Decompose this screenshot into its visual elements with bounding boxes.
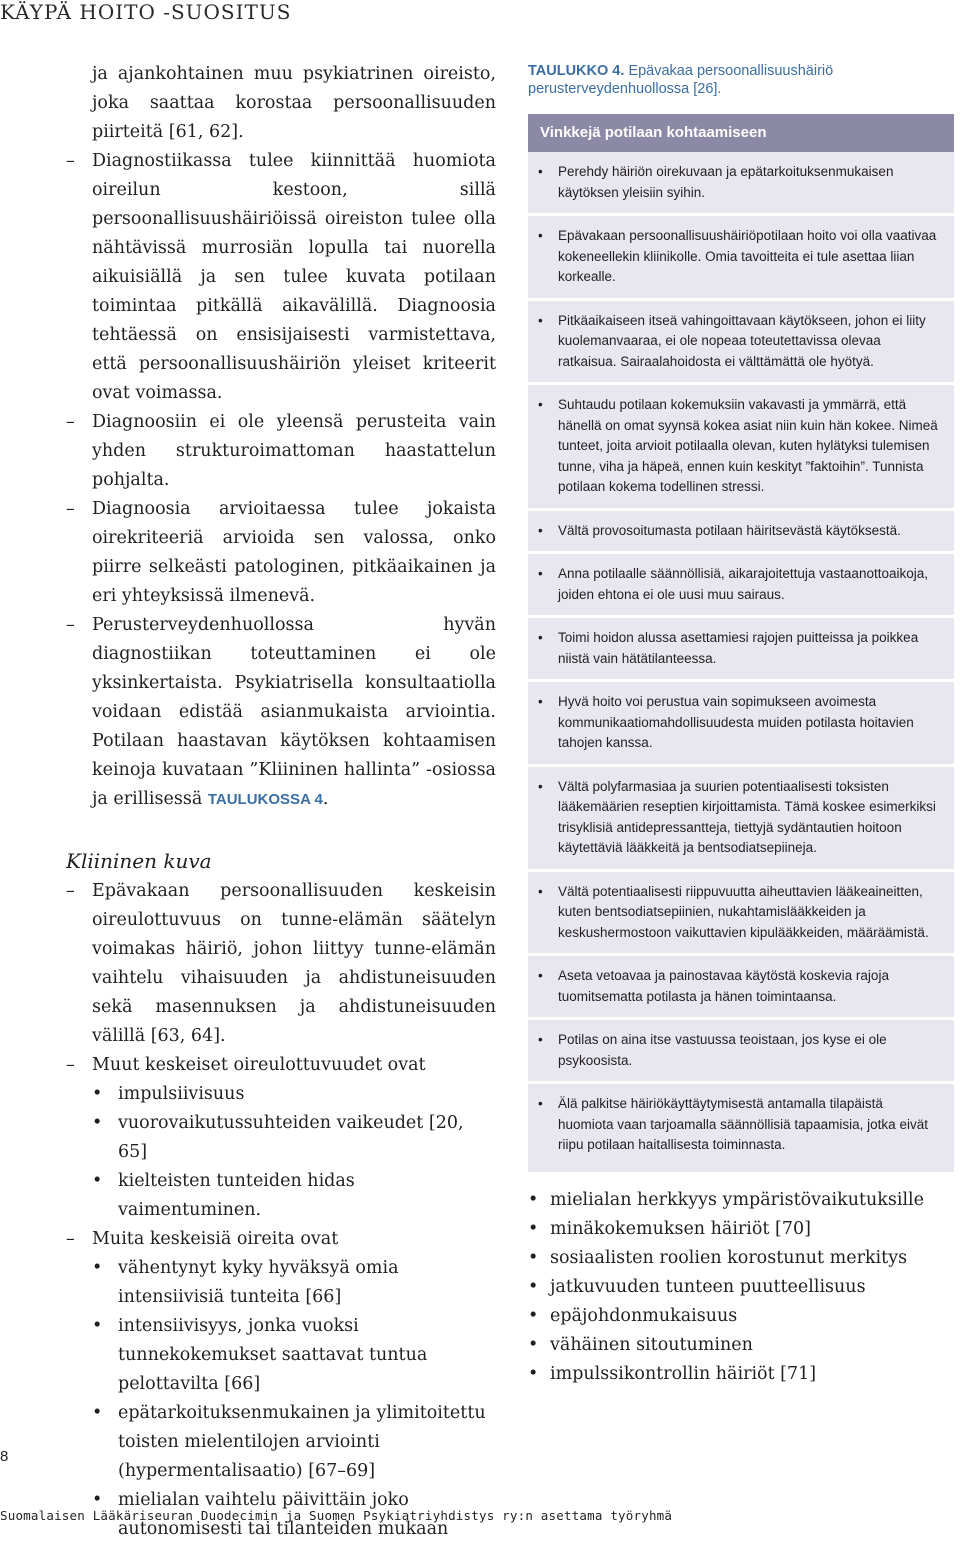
- list-item: • impulsiivisuus: [92, 1084, 245, 1104]
- table-row: • Aseta vetoavaa ja painostavaa käytöstä koskevia rajoja tuomitsematta potilasta ja hänen toimintaansa.: [528, 956, 954, 1020]
- page-header: KÄYPÄ HOITO -SUOSITUS: [0, 0, 292, 24]
- table-row: • Epävakaan persoonallisuushäiriöpotilaan hoito voi olla vaativaa kokeneellekin kliinikolle. Omia tavoitteita ei tule asettaa liian korkealle.: [528, 216, 954, 301]
- right-bullet-list: [528, 1186, 954, 1389]
- list-item: • jatkuvuuden tunteen puutteellisuus: [528, 1276, 866, 1297]
- page-number: 8: [0, 1448, 9, 1465]
- list-item: • vuorovaikutussuhteiden vaikeudet [20, 65]: [92, 1113, 464, 1162]
- list-item: • intensiivisyys, jonka vuoksi tunnekokemukset saattavat tuntua pelottavilta [66]: [92, 1316, 428, 1394]
- page-footer: Suomalaisen Lääkäriseuran Duodecimin ja Suomen Psykiatriyhdistys ry:n asettama työryhmä: [0, 1508, 673, 1523]
- dash-item-core-symptom: – Epävakaan persoonallisuuden keskeisin oireulottuvuus on tunne-elämän säätelyn voimakas häiriö, johon liittyy tunne-elämän vaihtelu vihaisuuden ja ahdistuneisuuden sekä masennuksen ja ahdistuneisuuden välillä [63, 64].: [66, 881, 496, 1046]
- list-item: • epätarkoituksenmukainen ja ylimitoitettu toisten mielentilojen arviointi (hypermentalisaatio) [67–69]: [92, 1403, 486, 1481]
- left-column: [66, 60, 496, 1544]
- table-row: • Perehdy häiriön oirekuvaan ja epätarkoituksenmukaisen käytöksen yleisiin syihin.: [528, 152, 954, 216]
- list-item: • sosiaalisten roolien korostunut merkitys: [528, 1247, 908, 1268]
- dash-item-other-dimensions: – Muut keskeiset oireulottuvuudet ovat: [66, 1055, 426, 1075]
- table-row: • Älä palkitse häiriökäyttäytymisestä antamalla tilapäistä huomiota vaan tarjoamalla säännöllisiä tapaamisia, jotka eivät riipu potilaan haitallisesta toiminnasta.: [538, 1096, 928, 1152]
- list-item: • minäkokemuksen häiriöt [70]: [528, 1218, 811, 1239]
- table-caption: TAULUKKO 4. Epävakaa persoonallisuushäiriö perusterveydenhuollossa [26].: [528, 63, 834, 97]
- table-reference-link[interactable]: TAULUKOSSA 4: [207, 791, 323, 808]
- table-label: TAULUKKO 4.: [528, 63, 625, 79]
- dash-item-primary-care: – Perusterveydenhuollossa hyvän diagnostiikan toteuttaminen ei ole yksinkertaista. Psykiatrisella konsultaatiolla voidaan edistää asianmukaista arviointia. Potilaan haastavan käytöksen kohtaamisen keinoja kuvataan ”Kliininen hallinta” -osiossa ja erillisessä TAULUKOSSA 4.: [66, 615, 496, 809]
- table-row: • Anna potilaalle säännöllisiä, aikarajoitettuja vastaanottoaikoja, joiden ehtona ei ole uusi muu sairaus.: [528, 554, 954, 618]
- list-item: • kielteisten tunteiden hidas vaimentuminen.: [92, 1171, 355, 1220]
- table-row: • Vältä polyfarmasiaa ja suurien potentiaalisesti toksisten lääkemäärien reseptien kirjoittamista. Tämä koskee esimerkiksi trisyklisiä antidepressantteja, tiettyjä sydäntautien hoitoon käytettäviä lääkkeitä ja bentsodiatsepiineja.: [528, 767, 954, 872]
- table-box: [528, 114, 954, 1172]
- list-item: • vähentynyt kyky hyväksyä omia intensiivisiä tunteita [66]: [92, 1258, 399, 1307]
- table-row: • Potilas on aina itse vastuussa teoistaan, jos kyse ei ole psykoosista.: [528, 1020, 954, 1084]
- table-row: • Pitkäaikaiseen itseä vahingoittavaan käytökseen, johon ei liity kuolemanvaaraa, ei ole nopeaa toteutettavissa olevaa ratkaisua. Sairaalahoidosta ei välttämättä ole hyötyä.: [528, 301, 954, 386]
- table-row: • Toimi hoidon alussa asettamiesi rajojen puitteissa ja poikkea niistä vain hätätilanteessa.: [528, 618, 954, 682]
- right-column: [528, 62, 954, 1389]
- table-row: • Hyvä hoito voi perustua vain sopimukseen avoimesta kommunikaatiomahdollisuudesta muiden potilasta hoitavien tahojen kanssa.: [528, 682, 954, 767]
- section-title: Kliininen kuva: [66, 849, 212, 873]
- dash-item-diagnostics: – Diagnostiikassa tulee kiinnittää huomiota oireilun kestoon, sillä persoonallisuushäiriöissä oireiston tulee olla nähtävissä murrosiän lopulla tai nuorella aikuisiällä ja sen tulee kuvata potilaan toimintaa pitkällä aikavälillä. Diagnoosia tehtäessä on ensisijaisesti varmistettava, että persoonallisuushäiriön yleiset kriteerit ovat voimassa.: [66, 151, 496, 403]
- intro-paragraph: ja ajankohtainen muu psykiatrinen oireisto, joka saattaa korostaa persoonallisuuden piirteitä [61, 62].: [92, 64, 496, 142]
- dash-item-criteria: – Diagnoosia arvioitaessa tulee jokaista oirekriteeriä arvioida sen valossa, onko piirre selkeästi patologinen, pitkäaikainen ja eri yhteyksissä ilmenevä.: [66, 499, 496, 606]
- table-heading: Vinkkejä potilaan kohtaamiseen: [528, 114, 954, 152]
- list-item: • mielialan vaihtelu päivittäin joko autonomisesti tai tilanteiden mukaan: [92, 1490, 449, 1539]
- list-item: • mielialan herkkyys ympäristövaikutuksille: [528, 1189, 925, 1210]
- list-item: • impulssikontrollin häiriöt [71]: [528, 1363, 817, 1384]
- table-row: • Suhtaudu potilaan kokemuksiin vakavasti ja ymmärrä, että hänellä on omat syynsä kokea asiat niin kuin hän kokee. Nimeä tunteet, joita arvioit potilaalla olevan, kuten hylätyksi tulemisen tunne, viha ja häpeä, ennen kuin keskityt ”faktoihin”. Tunnista potilaan kokema todellinen stressi.: [528, 385, 954, 511]
- dash-item-interview: – Diagnoosiin ei ole yleensä perusteita vain yhden strukturoimattoman haastattelun pohjalta.: [66, 412, 496, 490]
- list-item: • epäjohdonmukaisuus: [528, 1305, 738, 1326]
- dash-item-other-symptoms: – Muita keskeisiä oireita ovat: [66, 1229, 339, 1249]
- table-row: • Vältä provosoitumasta potilaan häiritsevästä käytöksestä.: [528, 511, 954, 555]
- table-row: • Vältä potentiaalisesti riippuvuutta aiheuttavien lääkeaineitten, kuten bentsodiatsepiinien, nukahtamislääkkeiden ja keskushermostoon vaikuttavien kipulääkkeiden, määräämistä.: [528, 872, 954, 957]
- list-item: • vähäinen sitoutuminen: [528, 1334, 753, 1355]
